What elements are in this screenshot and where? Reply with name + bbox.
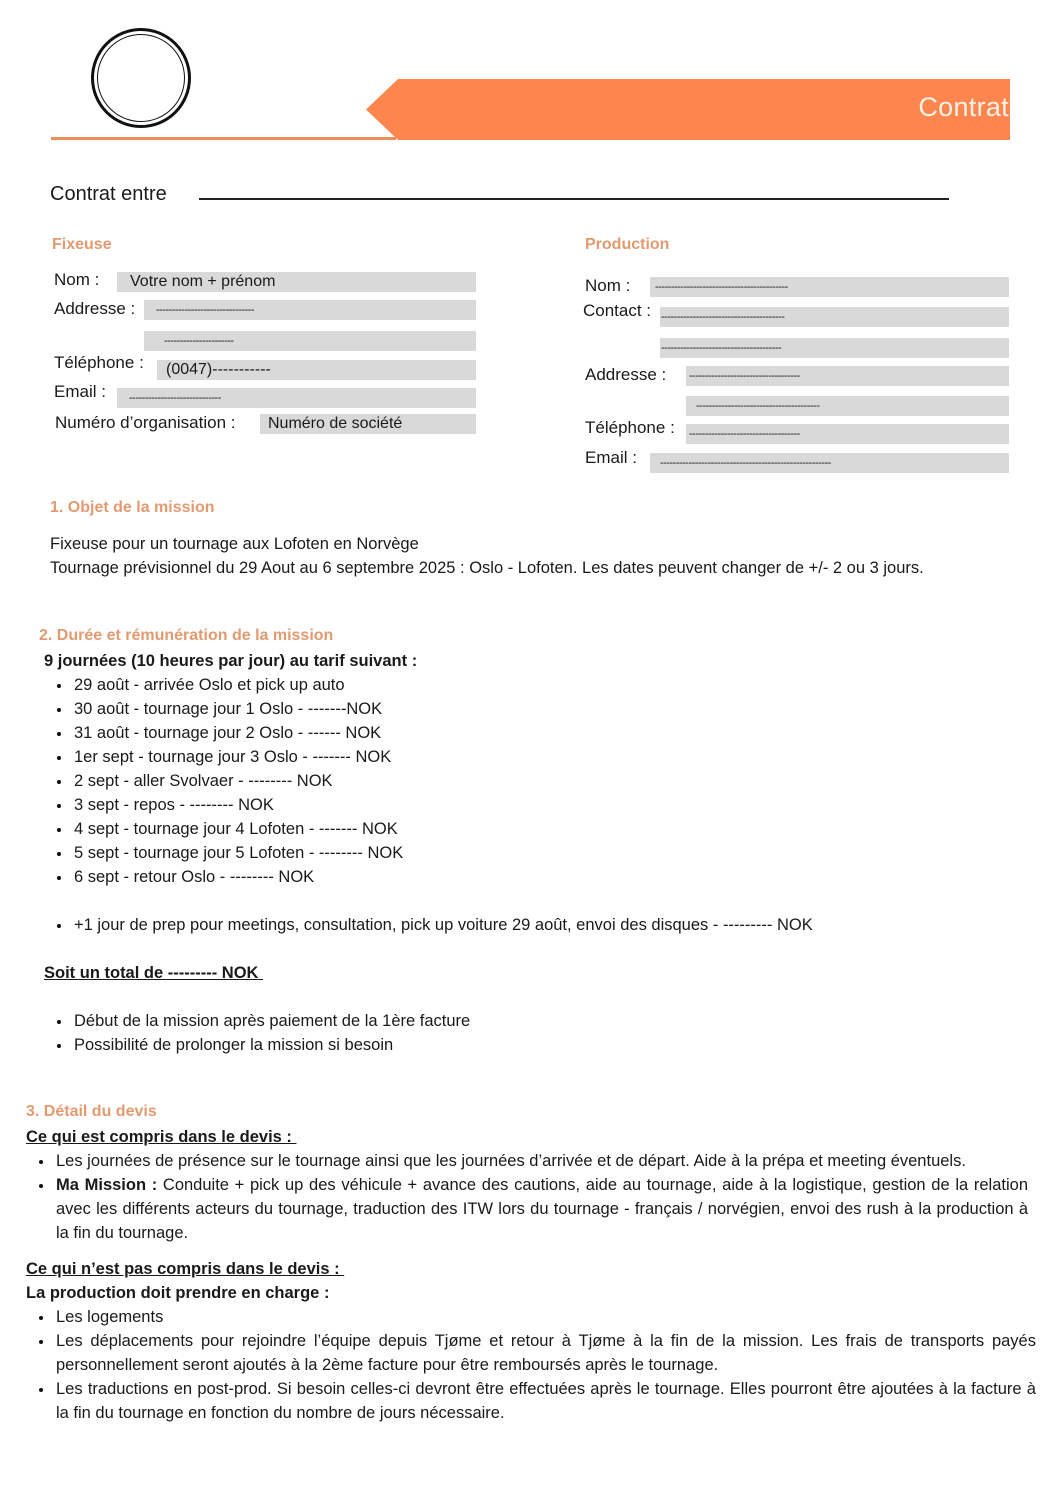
list-item: 31 août - tournage jour 2 Oslo - ------ NOK xyxy=(44,721,403,745)
fixeuse-adresse-field-2[interactable]: ---------------------- xyxy=(144,331,476,351)
ma-mission-label: Ma Mission : xyxy=(56,1176,163,1194)
production-adresse-field-1[interactable]: ----------------------------------- xyxy=(686,366,1009,386)
production-email-label: Email : xyxy=(585,448,637,467)
list-item: Ma Mission : Conduite + pick up des véhicule + avance des cautions, aide au tournage, aide à la logistique, gestion de la relation avec les différents acteurs du tournage, traduction des ITW lors du tournage - français / norvégien, envoi des rush à la production à la fin du tournage. xyxy=(26,1173,1028,1245)
list-item: 3 sept - repos - -------- NOK xyxy=(44,793,403,817)
mission-notes-list xyxy=(44,1009,470,1057)
section1-heading: 1. Objet de la mission xyxy=(50,499,215,516)
header-divider xyxy=(51,137,396,140)
list-item: 29 août - arrivée Oslo et pick up auto xyxy=(44,673,403,697)
production-adresse-field-2[interactable]: --------------------------------------- xyxy=(686,396,1009,416)
day-rate-list xyxy=(44,673,403,889)
list-item: Les déplacements pour rejoindre l’équipe depuis Tjøme et retour à Tjøme à la fin de la mission. Les frais de transports payés personnellement seront ajoutés à la 2ème facture pour être remboursés après le tournage. xyxy=(26,1329,1036,1377)
fixeuse-nom-label: Nom : xyxy=(54,270,100,289)
contract-between-signature-line[interactable] xyxy=(199,198,949,200)
list-item: Possibilité de prolonger la mission si besoin xyxy=(44,1033,470,1057)
list-item: Les logements xyxy=(26,1305,1036,1329)
total-line: Soit un total de --------- NOK xyxy=(44,964,264,982)
production-contact-field-2[interactable]: -------------------------------------- xyxy=(660,338,1009,358)
section3-heading: 3. Détail du devis xyxy=(26,1103,157,1120)
production-telephone-label: Téléphone : xyxy=(585,418,675,437)
fixeuse-nom-field[interactable]: Votre nom + prénom xyxy=(117,272,476,292)
production-telephone-field[interactable]: ----------------------------------- xyxy=(686,424,1009,444)
included-heading: Ce qui est compris dans le devis : xyxy=(26,1128,297,1146)
section2-intro: 9 journées (10 heures par jour) au tarif suivant : xyxy=(44,652,418,670)
list-item: 4 sept - tournage jour 4 Lofoten - ------- NOK xyxy=(44,817,403,841)
logo-circle-icon xyxy=(91,28,191,128)
fixeuse-email-label: Email : xyxy=(54,382,106,401)
included-list xyxy=(26,1149,1028,1245)
production-contact-label: Contact : xyxy=(583,301,652,320)
section1-line1: Fixeuse pour un tournage aux Lofoten en Norvège xyxy=(50,535,419,553)
production-contact-field-1[interactable]: --------------------------------------- xyxy=(660,307,1009,327)
fixeuse-org-label: Numéro d’organisation : xyxy=(55,413,236,432)
fixeuse-email-field[interactable]: ----------------------------- xyxy=(117,388,476,408)
contract-between-label: Contrat entre xyxy=(50,183,167,205)
title-banner xyxy=(366,79,1010,140)
prep-day-list xyxy=(44,913,813,937)
fixeuse-adresse-field-1[interactable]: ------------------------------- xyxy=(144,300,476,320)
document-title: Contrat xyxy=(918,92,1009,122)
list-item: +1 jour de prep pour meetings, consultation, pick up voiture 29 août, envoi des disques - --------- NOK xyxy=(44,913,813,937)
production-nom-label: Nom : xyxy=(585,276,631,295)
production-nom-field[interactable]: ------------------------------------------ xyxy=(650,277,1009,297)
section2-heading: 2. Durée et rémunération de la mission xyxy=(39,627,334,644)
production-email-field[interactable]: ------------------------------------------------------ xyxy=(650,453,1009,473)
list-item: 30 août - tournage jour 1 Oslo - -------NOK xyxy=(44,697,403,721)
fixeuse-heading: Fixeuse xyxy=(52,236,112,253)
fixeuse-telephone-label: Téléphone : xyxy=(54,353,144,372)
section1-line2: Tournage prévisionnel du 29 Aout au 6 septembre 2025 : Oslo - Lofoten. Les dates peuvent changer de +/- 2 ou 3 jours. xyxy=(50,559,924,577)
fixeuse-adresse-label: Addresse : xyxy=(54,299,136,318)
excluded-heading: Ce qui n’est pas compris dans le devis : xyxy=(26,1260,345,1278)
excluded-list xyxy=(26,1305,1036,1425)
list-item: 6 sept - retour Oslo - -------- NOK xyxy=(44,865,403,889)
list-item: 2 sept - aller Svolvaer - -------- NOK xyxy=(44,769,403,793)
production-heading: Production xyxy=(585,236,670,253)
fixeuse-telephone-field[interactable]: (0047)----------- xyxy=(157,360,476,380)
list-item: Début de la mission après paiement de la 1ère facture xyxy=(44,1009,470,1033)
list-item: 5 sept - tournage jour 5 Lofoten - -------- NOK xyxy=(44,841,403,865)
fixeuse-org-field[interactable]: Numéro de société xyxy=(260,414,476,434)
excluded-subheading: La production doit prendre en charge : xyxy=(26,1284,330,1302)
production-adresse-label: Addresse : xyxy=(585,365,667,384)
list-item: Les traductions en post-prod. Si besoin celles-ci devront être effectuées après le tournage. Elles pourront être ajoutées à la facture à la fin du tournage en fonction du nombre de jours nécessaire. xyxy=(26,1377,1036,1425)
list-item: 1er sept - tournage jour 3 Oslo - ------- NOK xyxy=(44,745,403,769)
list-item: Les journées de présence sur le tournage ainsi que les journées d’arrivée et de départ. Aide à la prépa et meeting éventuels. xyxy=(26,1149,1028,1173)
